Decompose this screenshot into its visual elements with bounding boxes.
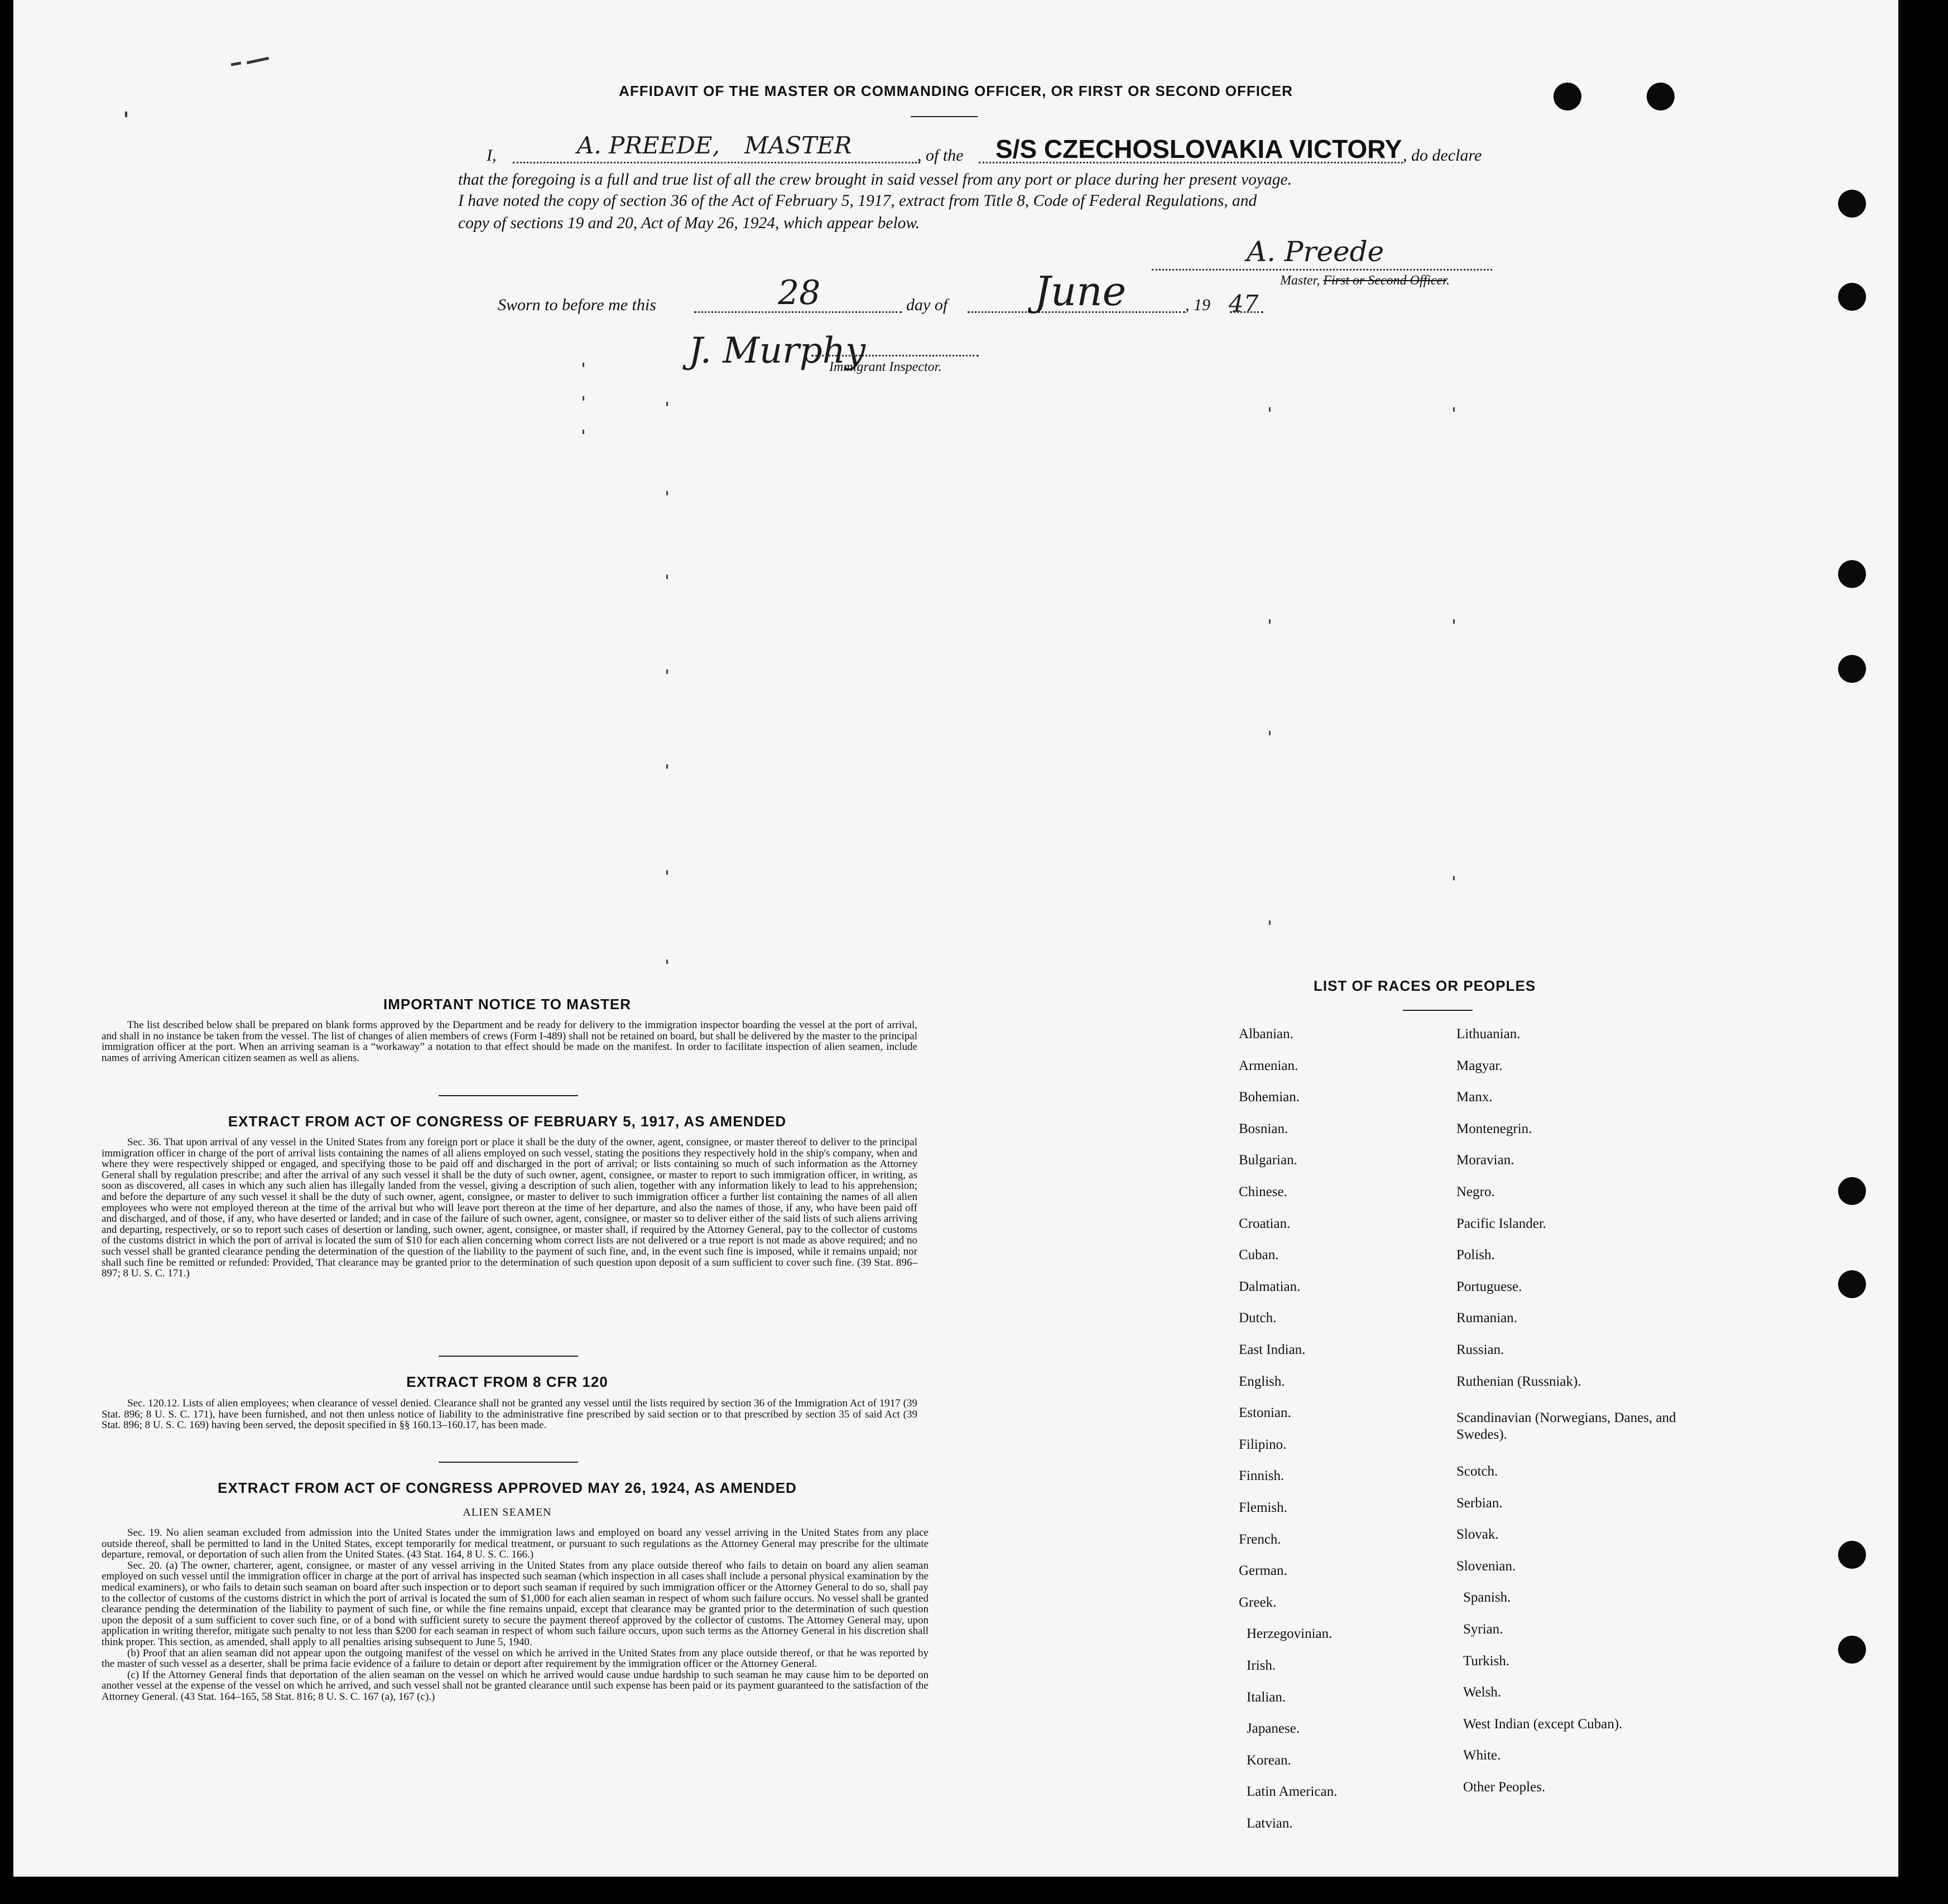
day-handwritten: 28	[778, 273, 821, 312]
race-item: Turkish.	[1463, 1653, 1510, 1669]
race-item: Latin American.	[1247, 1784, 1338, 1800]
race-item: Flemish.	[1239, 1500, 1287, 1515]
artifact-dot	[1269, 407, 1271, 412]
sec-20a-text: Sec. 20. (a) The owner, charterer, agent, consignee, or master of any vessel arriving in the United States from any place outside thereof who fails to detain on board any alien seaman employed on such vessel until the immigration officer in charge at the port of arrival has inspected such seaman (which inspection in all cases shall include a personal physical examination by the medical examiners), or who fails to detain such seaman on board after such inspection or to deport such seaman if required by such immigration officer or the Attorney General to do so, shall pay to the collector of customs of the customs district in which the port of arrival is located the sum of $1,000 for each alien seaman in respect of whom such failure occurs. No vessel shall be granted clearance pending the determination of the liability to payment of such fine, or while the fine remains unpaid, except that clearance may be granted prior to the determination of such question upon the deposit of a sum sufficient to cover such fine, or of a bond with sufficient surety to secure the payment thereof approved by the collector of customs. The Attorney General may, upon application in writing therefor, mitigate such penalty to not less than $200 for each seaman in respect of whom such failure occurs, upon such terms as the Attorney General in his discretion shall think proper. This section, as amended, shall apply to all penalties arising subsequent to June 5, 1940.	[102, 1559, 929, 1648]
vessel-name: S/S CZECHOSLOVAKIA VICTORY	[995, 134, 1402, 163]
stray-mark	[247, 57, 269, 64]
binder-hole	[1838, 1177, 1866, 1205]
master-label: Master,	[1280, 273, 1320, 288]
race-item: Estonian.	[1239, 1405, 1291, 1421]
stray-mark	[231, 61, 242, 66]
race-item: Serbian.	[1456, 1495, 1503, 1511]
race-item: Manx.	[1456, 1090, 1493, 1105]
affidavit-line-4: copy of sections 19 and 20, Act of May 26, 1924, which appear below.	[458, 214, 920, 232]
race-item: Ruthenian (Russniak).	[1456, 1373, 1581, 1389]
artifact-dot	[1269, 731, 1271, 735]
artifact-dot	[1453, 619, 1455, 624]
races-rule	[1403, 1010, 1473, 1011]
artifact-dot	[583, 430, 584, 434]
race-item: Russian.	[1456, 1342, 1504, 1357]
artifact-dot	[583, 363, 584, 367]
day-of-label: day of	[906, 296, 948, 314]
artifact-dot	[666, 575, 668, 579]
race-item: German.	[1239, 1563, 1287, 1579]
race-item: English.	[1239, 1373, 1285, 1389]
race-item: Irish.	[1247, 1658, 1276, 1673]
affidavit-i: I,	[487, 146, 497, 165]
race-item: Polish.	[1456, 1247, 1495, 1263]
race-item: Slovenian.	[1456, 1558, 1516, 1574]
race-item: Pacific Islander.	[1456, 1216, 1547, 1231]
race-item: Dalmatian.	[1239, 1279, 1301, 1294]
alien-seamen-subtitle: ALIEN SEAMEN	[463, 1506, 552, 1519]
race-item: Japanese.	[1247, 1721, 1300, 1737]
race-item: Scandinavian (Norwegians, Danes, and Swedes).	[1456, 1410, 1676, 1443]
race-item: Other Peoples.	[1463, 1779, 1546, 1795]
artifact-dot	[666, 402, 668, 406]
notice-text: The list described below shall be prepared on blank forms approved by the Department and be ready for delivery to the immigration inspector boarding the vessel at the port of arrival, and shall in no instance be taken from the vessel. The list of changes of alien members of crews (Form I-489) shall not be retained on board, but shall be delivered by the master to the principal immigration officer at the port. When an arriving seaman is a “workaway” a notation to that effect should be made on the manifest. In order to facilitate inspection of alien seamen, include names of arriving American citizen seamen as well as aliens.	[102, 1019, 917, 1064]
race-item: Moravian.	[1456, 1153, 1514, 1168]
affidavit-line-2: that the foregoing is a full and true list of all the crew brought in said vessel from any port or place during her present voyage.	[458, 171, 1292, 189]
section-rule	[439, 1462, 578, 1463]
extract-cfr-body	[102, 1398, 917, 1431]
artifact-dot	[1453, 876, 1455, 880]
sec-20b-text: (b) Proof that an alien seaman did not appear upon the outgoing manifest of the vessel on which he arrived in the United States from any place outside thereof, or that he was reported by the master of such vessel as a deserter, shall be prima facie evidence of a failure to detain or deport after requirement by the immigration officer or the Attorney General.	[102, 1647, 929, 1670]
heading-rule	[911, 116, 978, 117]
race-item: Cuban.	[1239, 1247, 1279, 1263]
extract-cfr-text: Sec. 120.12. Lists of alien employees; when clearance of vessel denied. Clearance shall not be granted any vessel until the lists required by section 36 of the Immigration Act of 1917 (39 Stat. 896; 8 U. S. C. 171), have been furnished, and not then unless notice of liability to the administrative fine prescribed by said section or to that prescribed by section 35 of said Act (39 Stat. 896; 8 U. S. C. 169) having been served, the deposit specified in §§ 160.13–160.17, has been made.	[102, 1397, 917, 1431]
inspector-signature: J. Murphy	[689, 330, 866, 372]
master-signature: A. Preede	[1247, 235, 1384, 268]
artifact-dot	[1453, 407, 1455, 412]
artifact-dot	[666, 491, 668, 495]
race-item: Montenegrin.	[1456, 1121, 1532, 1136]
extract-1924-title: EXTRACT FROM ACT OF CONGRESS APPROVED MAY 26, 1924, AS AMENDED	[218, 1479, 797, 1496]
master-name-handwritten: A. PREEDE,	[577, 132, 720, 159]
race-item: Korean.	[1247, 1752, 1291, 1768]
section-rule	[439, 1356, 578, 1357]
extract-1917-title: EXTRACT FROM ACT OF CONGRESS OF FEBRUARY 5, 1917, AS AMENDED	[228, 1113, 787, 1130]
name-fill-line	[513, 162, 920, 163]
race-item: Welsh.	[1463, 1685, 1502, 1700]
race-item: White.	[1463, 1748, 1501, 1763]
binder-hole	[1838, 1270, 1866, 1298]
binder-hole	[1838, 283, 1866, 311]
artifact-dot	[666, 669, 668, 674]
rank-handwritten: MASTER	[744, 132, 852, 159]
affidavit-line-3: I have noted the copy of section 36 of the Act of February 5, 1917, extract from Title 8, Code of Federal Regulations, and	[458, 192, 1257, 210]
race-item: Rumanian.	[1456, 1310, 1518, 1326]
race-item: Bosnian.	[1239, 1121, 1288, 1136]
race-item: Greek.	[1239, 1594, 1277, 1610]
paper-sheet	[13, 0, 1898, 1877]
race-item: Filipino.	[1239, 1437, 1287, 1452]
signature-line	[1152, 269, 1492, 271]
master-title-label	[1280, 273, 1450, 288]
binder-hole	[1838, 1636, 1866, 1664]
binder-hole	[1838, 1541, 1866, 1569]
race-item: Magyar.	[1456, 1058, 1503, 1073]
race-item: West Indian (except Cuban).	[1463, 1716, 1623, 1732]
inspector-label: Immigrant Inspector.	[829, 360, 942, 374]
section-rule	[439, 1095, 578, 1096]
race-item: Finnish.	[1239, 1468, 1285, 1484]
artifact-dot	[666, 870, 668, 875]
race-item: French.	[1239, 1531, 1281, 1547]
race-item: Negro.	[1456, 1184, 1495, 1199]
stray-mark	[125, 112, 127, 117]
do-declare-label: , do declare	[1403, 146, 1482, 165]
race-item: Spanish.	[1463, 1590, 1511, 1606]
artifact-dot	[666, 764, 668, 769]
master-end: .	[1446, 273, 1450, 288]
of-the-label: , of the	[917, 146, 964, 165]
artifact-dot	[1269, 619, 1271, 624]
race-item: Chinese.	[1239, 1184, 1287, 1199]
race-item: Bulgarian.	[1239, 1153, 1297, 1168]
race-item: Latvian.	[1247, 1816, 1293, 1831]
race-item: Italian.	[1247, 1689, 1286, 1705]
extract-cfr-title: EXTRACT FROM 8 CFR 120	[406, 1373, 608, 1390]
extract-1917-text: Sec. 36. That upon arrival of any vessel in the United States from any foreign port or place it shall be the duty of the owner, agent, consignee, or master thereof to deliver to the principal immigration officer in charge of the port of arrival lists containing the names of all aliens employed on such vessel, stating the positions they respectively hold in the ship's company, when and where they were respectively shipped or engaged, and specifying those to be paid off and discharged in the port of arrival; or lists containing so much of such information as the Attorney General shall by regulation prescribe; and after the arrival of any such vessel it shall be the duty of such owner, agent, consignee, or master to report to such immigration officer, in writing, as soon as discovered, all cases in which any such alien has illegally landed from the vessel, giving a description of such alien, together with any information likely to lead to his apprehension; and before the departure of any such vessel it shall be the duty of such owner, agent, consignee, or master to deliver to such immigration officer a further list containing the names of all alien employees who were not employed thereon at the time of the arrival but who will leave port thereon at the time of her departure, and also the names of those, if any, who have been paid off and discharged, and of those, if any, who have deserted or landed; and in case of the failure of such owner, agent, consignee, or master so to deliver either of the said lists of such aliens arriving and departing, respectively, or so to report such cases of desertion or landing, such owner, agent, consignee, or master shall, if required by the Attorney General, pay to the collector of customs of the customs district in which the port of arrival is located the sum of $10 for each alien concerning whom correct lists are not delivered or a true report is not made as above required; and no such vessel shall be granted clearance pending the determination of the question of the liability to the payment of such fine, and, in the event such fine is imposed, while it remains unpaid; nor shall such fine be remitted or refunded: Provided, That clearance may be granted prior to the determination of such question upon deposit of a sum sufficient to cover such fine. (39 Stat. 896–897; 8 U. S. C. 171.)	[102, 1136, 917, 1280]
race-item: Croatian.	[1239, 1216, 1291, 1231]
artifact-dot	[1269, 920, 1271, 925]
extract-1917-body	[102, 1137, 917, 1279]
binder-hole	[1838, 560, 1866, 588]
binder-hole	[1838, 190, 1866, 218]
race-item: Scotch.	[1456, 1463, 1498, 1479]
races-title: LIST OF RACES OR PEOPLES	[1314, 977, 1536, 994]
race-item: Slovak.	[1456, 1527, 1499, 1543]
race-item: Syrian.	[1463, 1621, 1503, 1637]
race-item: Albanian.	[1239, 1026, 1293, 1042]
binder-hole	[1838, 655, 1866, 683]
artifact-dot	[583, 396, 584, 401]
sec-20c-text: (c) If the Attorney General finds that deportation of the alien seaman on the vessel on which he arrived would cause undue hardship to such seaman he may cause him to be deported on another vessel at the expense of the vessel on which he arrived, and such vessel shall not be granted clearance until such expense has been paid or its payment guaranteed to the satisfaction of the Attorney General. (43 Stat. 164–165, 58 Stat. 816; 8 U. S. C. 167 (a), 167 (c).)	[102, 1669, 929, 1703]
notice-title: IMPORTANT NOTICE TO MASTER	[383, 996, 631, 1013]
race-item: Portuguese.	[1456, 1279, 1522, 1294]
affidavit-heading: AFFIDAVIT OF THE MASTER OR COMMANDING OFFICER, OR FIRST OR SECOND OFFICER	[619, 83, 1293, 99]
race-item: Bohemian.	[1239, 1090, 1300, 1105]
race-item: Dutch.	[1239, 1310, 1277, 1326]
notice-body	[102, 1020, 917, 1063]
year-handwritten: 47	[1229, 290, 1259, 317]
sworn-label: Sworn to before me this	[498, 296, 656, 314]
sec-19-text: Sec. 19. No alien seaman excluded from admission into the United States under the immigration laws and employed on board any vessel arriving in the United States from any place outside thereof, shall be permitted to land in the United States, except temporarily for medical treatment, or pursuant to such regulations as the Attorney General may prescribe for the ultimate departure, removal, or deportation of such alien from the United States. (43 Stat. 164, 8 U. S. C. 166.)	[102, 1527, 929, 1561]
race-item: East Indian.	[1239, 1342, 1306, 1357]
struck-officer-label: First or Second Officer	[1323, 273, 1446, 288]
race-item: Armenian.	[1239, 1058, 1298, 1073]
extract-1924-body	[102, 1527, 929, 1703]
race-item: Herzegovinian.	[1247, 1626, 1333, 1642]
year-prefix-label: , 19	[1185, 296, 1210, 314]
month-handwritten: June	[1035, 268, 1127, 315]
artifact-dot	[666, 960, 668, 964]
inspector-line	[811, 355, 979, 356]
race-item: Lithuanian.	[1456, 1026, 1521, 1042]
